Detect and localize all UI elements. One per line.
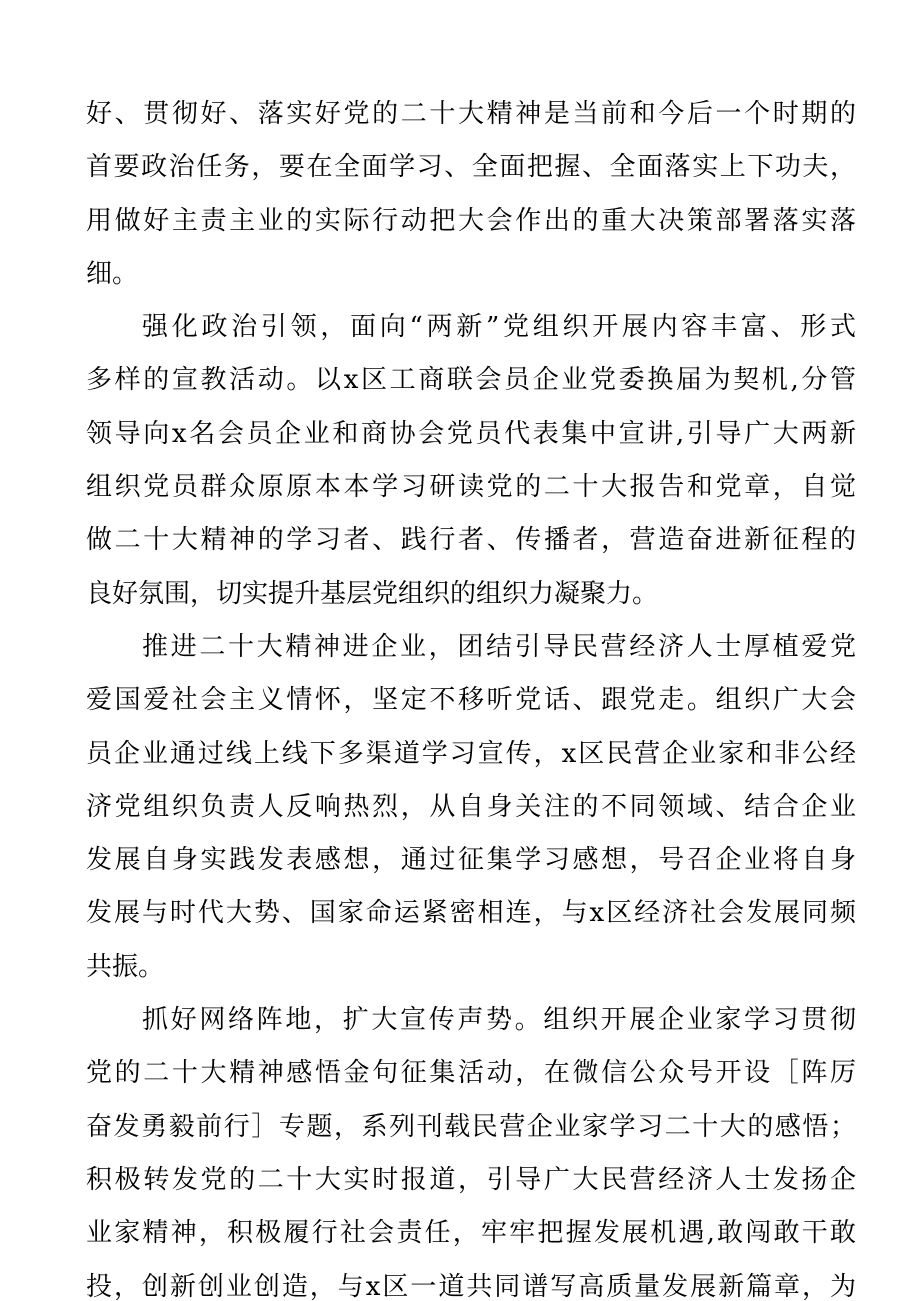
document-body	[86, 88, 856, 1301]
text-line: 推进二十大精神进企业，团结引导民营经济人士厚植爱党	[142, 631, 856, 662]
text-line: 细。	[86, 258, 139, 289]
text-line: 良好氛围，切实提升基层党组织的组织力凝聚力。	[86, 578, 659, 609]
text-line: 抓好网络阵地，扩大宣传声势。组织开展企业家学习贯彻	[142, 1005, 856, 1036]
paragraph-4	[86, 994, 856, 1301]
text-line: 多样的宣教活动。以x区工商联会员企业党委换届为契机,分管	[86, 365, 856, 396]
text-line: 强化政治引领，面向“两新”党组织开展内容丰富、形式	[142, 312, 856, 343]
text-line: 党的二十大精神感悟金句征集活动，在微信公众号开设［阵厉	[86, 1058, 856, 1089]
paragraph-1	[86, 88, 856, 301]
text-line: 投，创新创业创造，与x区一道共同谱写高质量发展新篇章，为	[86, 1271, 856, 1301]
text-line: 共振。	[86, 951, 165, 982]
text-line: 做二十大精神的学习者、践行者、传播者，营造奋进新征程的	[86, 525, 856, 556]
text-line: 业家精神，积极履行社会责任，牢牢把握发展机遇,敢闯敢干敢	[86, 1218, 856, 1249]
text-line: 员企业通过线上线下多渠道学习宣传，x区民营企业家和非公经	[86, 738, 856, 769]
paragraph-2	[86, 301, 856, 621]
text-line: 用做好主责主业的实际行动把大会作出的重大决策部署落实落	[86, 205, 856, 236]
text-line: 首要政治任务，要在全面学习、全面把握、全面落实上下功夫，	[86, 152, 856, 183]
paragraph-3	[86, 621, 856, 994]
text-line: 好、贯彻好、落实好党的二十大精神是当前和今后一个时期的	[86, 99, 856, 129]
text-line: 济党组织负责人反响热烈，从自身关注的不同领域、结合企业	[86, 791, 856, 822]
text-line: 发展自身实践发表感想，通过征集学习感想，号召企业将自身	[86, 845, 856, 876]
text-line: 奋发勇毅前行］专题，系列刊载民营企业家学习二十大的感悟；	[86, 1111, 856, 1142]
text-line: 积极转发党的二十大实时报道，引导广大民营经济人士发扬企	[86, 1164, 856, 1195]
text-line: 领导向x名会员企业和商协会党员代表集中宣讲,引导广大两新	[86, 418, 856, 449]
text-line: 爱国爱社会主义情怀，坚定不移听党话、跟党走。组织广大会	[86, 685, 856, 716]
text-line: 组织党员群众原原本本学习研读党的二十大报告和党章，自觉	[86, 472, 856, 503]
text-line: 发展与时代大势、国家命运紧密相连，与x区经济社会发展同频	[86, 898, 856, 929]
